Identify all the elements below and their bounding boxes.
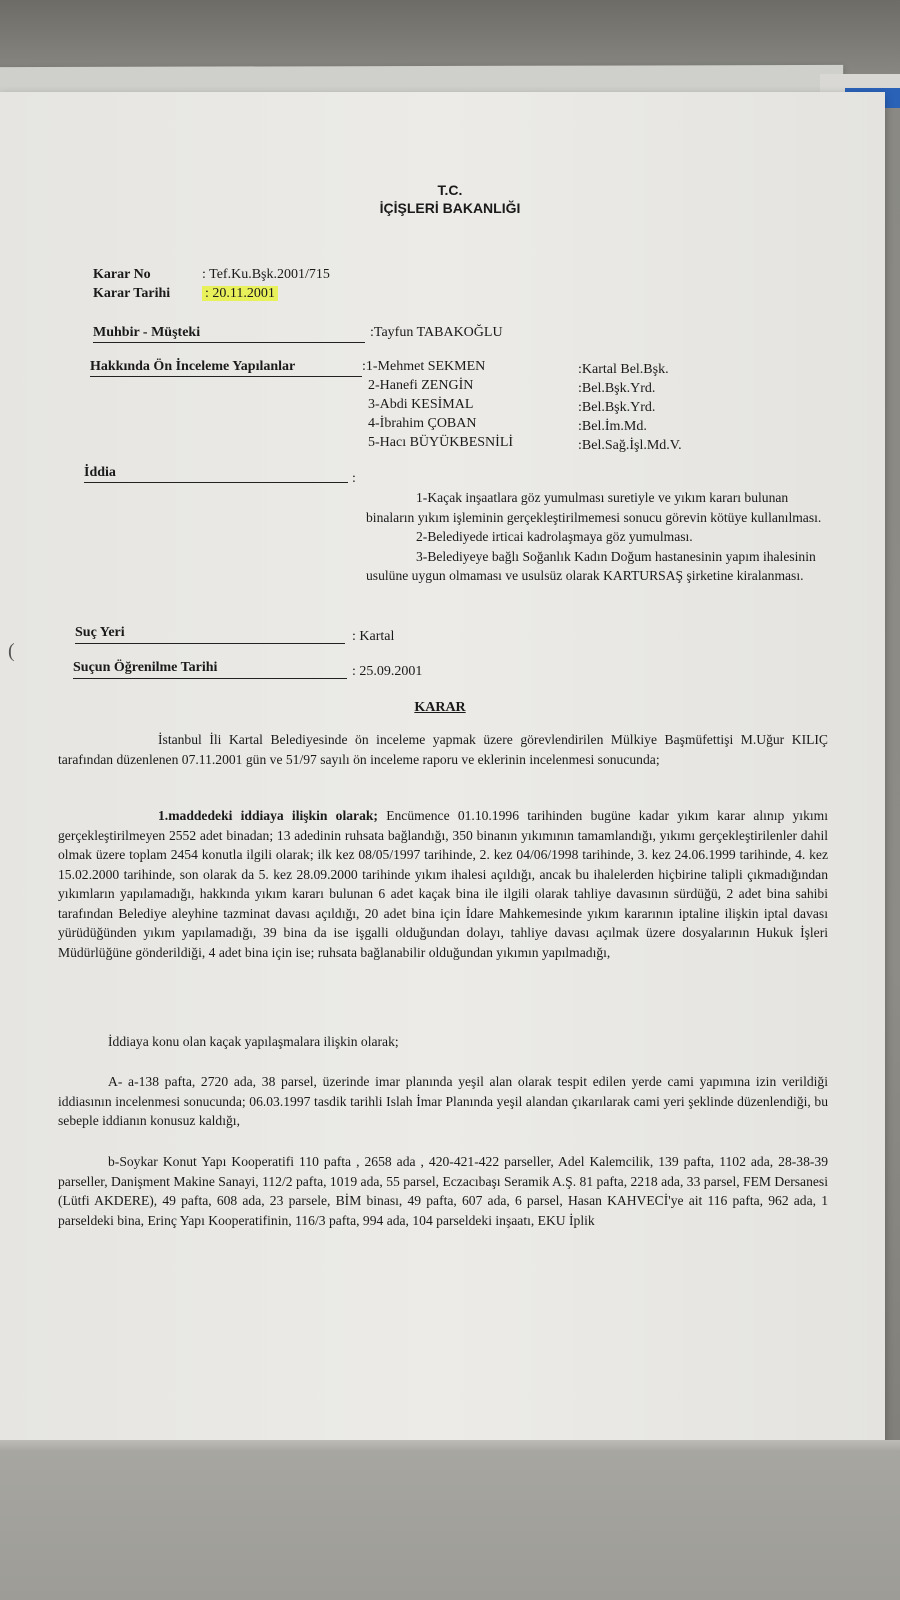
crime-place-label: Suç Yeri	[75, 625, 125, 640]
person-5-role: :Bel.Sağ.İşl.Md.V.	[578, 438, 682, 453]
investigated-label: Hakkında Ön İnceleme Yapılanlar	[90, 359, 296, 374]
decision-date-label: Karar Tarihi	[93, 286, 171, 301]
learned-date-label: Suçun Öğrenilme Tarihi	[73, 660, 218, 675]
header-ministry: İÇİŞLERİ BAKANLIĞI	[379, 200, 521, 216]
decision-no-label: Karar No	[93, 267, 151, 282]
person-1-name: :1-Mehmet SEKMEN	[362, 359, 486, 374]
person-3-name: 3-Abdi KESİMAL	[368, 397, 474, 412]
table-surface	[0, 1450, 900, 1600]
item-1-heading: 1.maddedeki iddiaya ilişkin olarak;	[158, 808, 378, 823]
punch-hole-icon: (	[8, 640, 15, 662]
informant-rule	[93, 342, 365, 343]
decision-date-value: : 20.11.2001	[202, 286, 278, 301]
investigated-rule	[90, 376, 362, 377]
decision-no-value: : Tef.Ku.Bşk.2001/715	[202, 267, 330, 282]
learned-date-value: : 25.09.2001	[352, 664, 423, 679]
person-5-name: 5-Hacı BÜYÜKBESNİLİ	[368, 435, 514, 450]
person-2-role: :Bel.Bşk.Yrd.	[578, 381, 656, 396]
learned-date-rule	[73, 678, 347, 679]
claim-rule	[84, 482, 348, 483]
claim-item-1: 1-Kaçak inşaatlara göz yumulması suretiyle ve yıkım kararı bulunan binaların yıkım işleminin gerçekleştirilmemesi sonucu görevin kötüye kullanılması.	[366, 490, 822, 525]
person-4-role: :Bel.İm.Md.	[578, 419, 647, 434]
claim-text	[366, 488, 824, 586]
document-page	[0, 92, 885, 1472]
decision-intro: İstanbul İli Kartal Belediyesinde ön inceleme yapmak üzere görevlendirilen Mülkiye Başmüfettişi M.Uğur KILIÇ tarafından düzenlenen 07.11.2001 gün ve 51/97 sayılı ön inceleme raporu ve eklerinin incelenmesi sonucunda;	[58, 732, 828, 767]
item-b-paragraph: b-Soykar Konut Yapı Kooperatifi 110 pafta , 2658 ada , 420-421-422 parseller, Adel Kalemcilik, 139 pafta, 1102 ada, 28-38-39 parseller, Danişment Makine Sanayi, 112/2 pafta, 1019 ada, 55 parsel, Eczacıbaşı Seramik A.Ş. 81 pafta, 2218 ada, 33 parsel, FEM Dersanesi (Lütfi AKDERE), 49 pafta, 608 ada, 23 parsele, BİM binası, 49 pafta, 607 ada, 6 parsel, Hasan KAHVECİ'ye ait 116 pafta, 962 ada, 1 parseldeki bina, Erinç Yapı Kooperatifinin, 116/3 pafta, 994 ada, 104 parseldeki inşaatı, EKU İplik	[58, 1154, 828, 1228]
crime-place-value: : Kartal	[352, 629, 395, 644]
person-2-name: 2-Hanefi ZENGİN	[368, 378, 474, 393]
claim-item-2: 2-Belediyede irticai kadrolaşmaya göz yumulması.	[416, 529, 693, 544]
claim-item-3: 3-Belediyeye bağlı Soğanlık Kadın Doğum hastanesinin yapım ihalesinin usulüne uygun olmaması ve usulsüz olarak KARTURSAŞ şirketine kiralanması.	[366, 548, 816, 583]
header-tc: T.C.	[437, 182, 463, 198]
decision-title: KARAR	[414, 700, 466, 715]
person-3-role: :Bel.Bşk.Yrd.	[578, 400, 656, 415]
person-4-name: 4-İbrahim ÇOBAN	[368, 416, 477, 431]
claim-label: İddia	[84, 465, 116, 480]
iddia-paragraph: İddiaya konu olan kaçak yapılaşmalara ilişkin olarak;	[108, 1034, 399, 1049]
item-1-paragraph	[58, 806, 828, 962]
person-1-role: :Kartal Bel.Bşk.	[578, 362, 669, 377]
informant-label: Muhbir - Müşteki	[93, 325, 201, 340]
item-1-text: Encümence 01.10.1996 tarihinden bugüne kadar yıkım karar alınıp yıkımı gerçekleştirilmeyen 2552 adet binadan; 13 adedinin ruhsata bağlandığı, 350 binanın yıkımının tamamlandığı, yıkımı gerçekleştirilenler dahil olmak üzere toplam 2454 konutla ilgili olarak; ilk kez 08/05/1997 tarihinde, 2. kez 04/06/1998 tarihinde, 3. kez 24.06.1999 tarihinde, 4. kez 15.02.2000 tarihinde, son olarak da 5. kez 28.09.2000 tarihinde yıkım ihalesi açıldığı, ancak bu ihalelerden hiçbirine talipli çıkmadığından yıkımların yapılamadığı, hakkında yıkım kararı bulunan 6 adet kaçak bina ile ilgili olarak tahliye davasının sürdüğü, 2 adet bina sahibi tarafından Belediye aleyhine tazminat davası açıldığı, 20 adet bina için İdare Mahkemesinde yıkım kararının iptaline ilişkin iptal davası yürüdüğünden yıkım yapılamadığı, 39 bina da ise işgalli olduğundan dolayı, tahliye davası açılmak üzere dosyalarının Hukuk İşleri Müdürlüğüne gönderildiği, 4 adet bina için ise; ruhsata bağlanabilir olduğundan yıkımın yapılmadığı,	[58, 808, 829, 960]
claim-colon: :	[352, 471, 356, 486]
crime-place-rule	[75, 643, 345, 644]
item-a-paragraph: A- a-138 pafta, 2720 ada, 38 parsel, üzerinde imar planında yeşil alan olarak tespit edilen yerde cami yapımına izin verildiği iddiasının incelenmesi sonucunda; 06.03.1997 tasdik tarihli Islah İmar Planında yeşil alandan çıkarılarak cami yeri şeklinde düzenlendiği, bu sebeple iddianın konusuz kaldığı,	[58, 1074, 828, 1128]
informant-value: :Tayfun TABAKOĞLU	[370, 325, 503, 340]
